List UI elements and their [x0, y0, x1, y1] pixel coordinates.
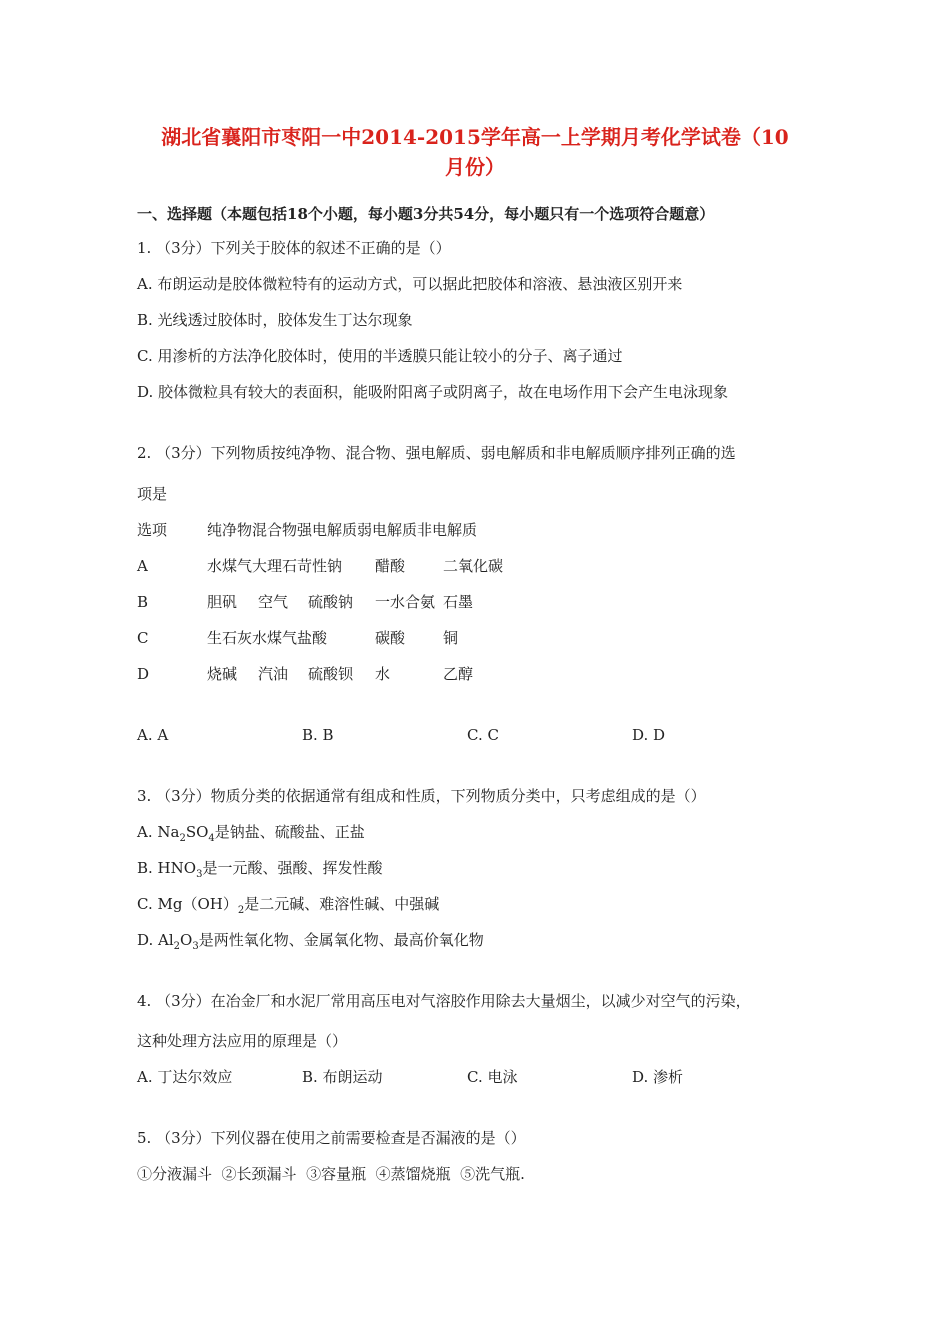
q3-option-b: [137, 858, 382, 885]
q3-stem: 3. （3分）物质分类的依据通常有组成和性质，下列物质分类中，只考虑组成的是（）: [137, 787, 706, 805]
q4-option-d: D. 渗析: [632, 1068, 684, 1086]
row-c-mixture: 水煤气: [252, 629, 298, 647]
q1-option-b: B. 光线透过胶体时，胶体发生丁达尔现象: [137, 311, 413, 329]
q1-option-a: A. 布朗运动是胶体微粒特有的运动方式，可以据此把胶体和溶液、悬浊液区别开来: [137, 275, 683, 293]
row-b-weak: 一水合氨: [375, 593, 436, 611]
row-b-strong: 硫酸钠: [308, 593, 354, 611]
row-c-strong: 盐酸: [297, 629, 328, 647]
q2-option-b: B. B: [302, 726, 334, 744]
row-b-mixture: 空气: [258, 593, 289, 611]
row-d-strong: 硫酸钡: [308, 665, 354, 683]
q1-option-c: C. 用渗析的方法净化胶体时，使用的半透膜只能让较小的分子、离子通过: [137, 347, 623, 365]
q3-a-sub-2: 4: [208, 833, 215, 844]
q3-a-text-1: A. Na: [137, 823, 180, 841]
row-b-non: 石墨: [443, 593, 474, 611]
q4-option-b: B. 布朗运动: [302, 1068, 383, 1086]
row-a-non: 二氧化碳: [443, 557, 504, 575]
table-header-option: 选项: [137, 521, 168, 539]
q4-option-c: C. 电泳: [467, 1068, 518, 1086]
q3-b-text-1: B. HNO: [137, 859, 197, 877]
q3-option-c: [137, 894, 439, 921]
exam-title: [120, 122, 830, 182]
q2-stem-line-2: 项是: [137, 485, 168, 503]
q3-b-sub: 3: [196, 869, 203, 880]
q3-d-text-1: D. Al: [137, 931, 174, 949]
row-d-weak: 水: [375, 665, 391, 683]
q2-option-c: C. C: [467, 726, 499, 744]
title-line-2: 月份）: [445, 155, 505, 179]
q5-stem: 5. （3分）下列仪器在使用之前需要检查是否漏液的是（）: [137, 1129, 526, 1147]
q3-d-text-2: O: [180, 931, 193, 949]
q4-stem-line-1: 4. （3分）在冶金厂和水泥厂常用高压电对气溶胶作用除去大量烟尘，以减少对空气的污染，: [137, 992, 751, 1010]
q3-c-sub: 2: [237, 905, 245, 916]
q3-c-text-2: 是二元碱、难溶性碱、中强碱: [244, 895, 440, 913]
q1-option-d: D. 胶体微粒具有较大的表面积，能吸附阳离子或阴离子，故在电场作用下会产生电泳现象: [137, 383, 729, 401]
row-b-pure: 胆矾: [207, 593, 238, 611]
row-c-non: 铜: [443, 629, 459, 647]
q3-c-text-1: C. Mg（OH）: [137, 895, 238, 913]
row-c-weak: 碳酸: [375, 629, 406, 647]
table-header-categories: 纯净物混合物强电解质弱电解质非电解质: [207, 521, 478, 539]
row-d-mixture: 汽油: [258, 665, 289, 683]
q3-a-text-3: 是钠盐、硫酸盐、正盐: [214, 823, 365, 841]
title-line-1: 湖北省襄阳市枣阳一中2014-2015学年高一上学期月考化学试卷（10: [161, 125, 789, 149]
q3-a-sub-1: 2: [179, 833, 186, 844]
q3-d-sub-1: 2: [173, 941, 181, 952]
q3-b-text-2: 是一元酸、强酸、挥发性酸: [202, 859, 383, 877]
row-c-label: C: [137, 629, 149, 647]
q3-option-d: [137, 930, 484, 957]
row-d-non: 乙醇: [443, 665, 474, 683]
row-d-pure: 烧碱: [207, 665, 238, 683]
q2-option-d: D. D: [632, 726, 666, 744]
row-a-strong: 苛性钠: [297, 557, 343, 575]
q4-option-a: A. 丁达尔效应: [137, 1068, 233, 1086]
row-a-mixture: 大理石: [252, 557, 298, 575]
q4-stem-line-2: 这种处理方法应用的原理是（）: [137, 1032, 348, 1050]
q2-stem-line-1: 2. （3分）下列物质按纯净物、混合物、强电解质、弱电解质和非电解质顺序排列正确的选: [137, 444, 736, 462]
q3-a-text-2: SO: [185, 823, 209, 841]
q3-option-a: [137, 822, 365, 849]
q3-d-sub-2: 3: [192, 941, 199, 952]
row-d-label: D: [137, 665, 150, 683]
row-a-weak: 醋酸: [375, 557, 406, 575]
q5-items: ①分液漏斗 ②长颈漏斗 ③容量瓶 ④蒸馏烧瓶 ⑤洗气瓶.: [137, 1165, 525, 1183]
row-c-pure: 生石灰: [207, 629, 253, 647]
q1-stem: 1. （3分）下列关于胶体的叙述不正确的是（）: [137, 239, 451, 257]
row-b-label: B: [137, 593, 149, 611]
q3-d-text-3: 是两性氧化物、金属氧化物、最高价氧化物: [198, 931, 484, 949]
row-a-pure: 水煤气: [207, 557, 253, 575]
q2-option-a: A. A: [137, 726, 169, 744]
section-heading: 一、选择题（本题包括18个小题，每小题3分共54分，每小题只有一个选项符合题意）: [137, 205, 715, 223]
row-a-label: A: [137, 557, 148, 575]
